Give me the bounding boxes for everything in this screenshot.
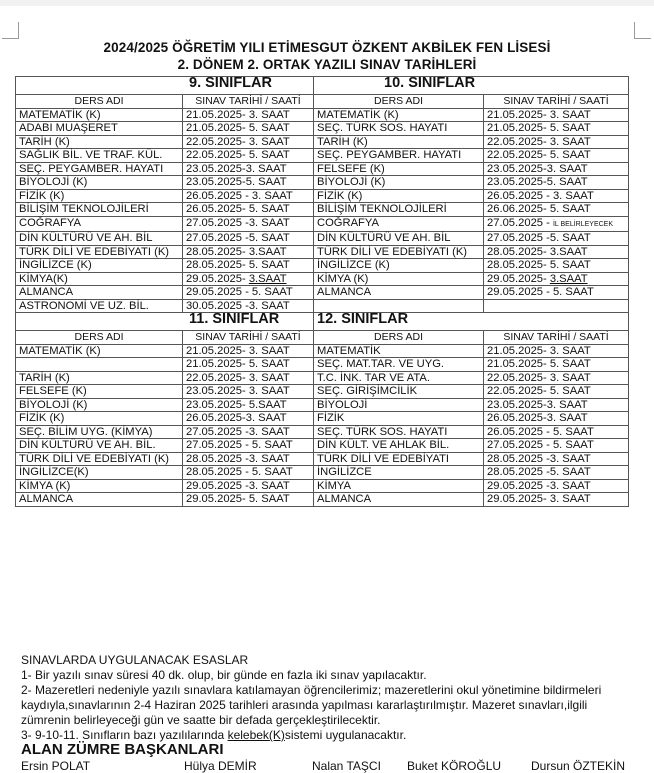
course-cell: TARİH (K) [16,135,183,149]
date-cell: 30.05.2025 -3. SAAT [183,299,314,313]
table-row [16,162,629,176]
table-row [16,439,629,453]
table-row [16,203,629,217]
course-cell: FİZİK (K) [16,412,183,426]
date-cell: 26.06.2025- 5. SAAT [484,203,629,217]
course-cell [16,358,183,372]
course-cell: SEÇ. GİRİŞİMCİLİK [314,385,484,399]
department-head-name: Ersin POLAT [21,759,91,773]
page-corner-mark-right [634,22,651,39]
section-header-row [16,313,629,331]
date-cell: 26.05.2025- 5. SAAT [183,203,314,217]
table-row [16,108,629,122]
date-cell: 23.05.2025- 3. SAAT [183,385,314,399]
underlined-time: 3.SAAT [248,272,287,285]
underlined-time: 3.SAAT [549,272,588,285]
table-row [16,344,629,358]
course-cell: MATEMATİK (K) [16,108,183,122]
table-row [16,135,629,149]
date-cell: 29.05.2025- 3. SAAT [484,493,629,507]
course-cell: FELSEFE (K) [314,162,484,176]
date-column-header: SINAV TARİHİ / SAATİ [183,95,314,109]
table-row [16,385,629,399]
table-row [16,425,629,439]
course-column-header: DERS ADI [314,331,484,345]
date-cell: 27.05.2025 -5. SAAT [484,232,629,246]
top-band [0,0,654,6]
table-row [16,176,629,190]
date-cell: 22.05.2025- 3. SAAT [484,371,629,385]
date-cell: 28.05.2025 - 5. SAAT [183,466,314,480]
date-cell: 26.05.2025 - 3. SAAT [183,189,314,203]
table-row [16,412,629,426]
course-cell: TÜRK DİLİ VE EDEBİYATI (K) [314,245,484,259]
rule-3-suffix: sistemi uygulanacaktır. [284,728,407,742]
date-cell: 28.05.2025 -5. SAAT [484,466,629,480]
page-corner-mark-left [2,22,19,39]
course-cell: TARİH (K) [16,371,183,385]
department-head-name: Nalan TAŞCI [312,759,381,773]
column-header-row [16,331,629,345]
date-cell [484,299,629,313]
date-cell: 29.05.2025 -3. SAAT [183,479,314,493]
course-cell: BİLİŞİM TEKNOLOJİLERİ [16,203,183,217]
date-cell: 23.05.2025-3. SAAT [183,162,314,176]
course-cell: FİZİK (K) [16,189,183,203]
course-cell: ASTRONOMİ VE UZ. BİL. [16,299,183,313]
course-cell: DİN KÜLT. VE AHLAK BİL. [314,439,484,453]
course-cell: KİMYA [314,479,484,493]
course-cell: SEÇ. PEYGAMBER. HAYATI [314,149,484,163]
date-cell: 22.05.2025- 5. SAAT [484,385,629,399]
date-cell: 27.05.2025 -5. SAAT [183,232,314,246]
date-cell: 29.05.2025- 3.SAAT [484,272,629,286]
course-cell: DİN KÜLTÜRÜ VE AH. BİL [314,232,484,246]
date-cell: 21.05.2025- 3. SAAT [183,108,314,122]
course-cell: BİYOLOJİ [314,398,484,412]
course-cell: BİYOLOJİ (K) [16,398,183,412]
date-cell: 22.05.2025- 3. SAAT [183,371,314,385]
course-cell: FİZİK (K) [314,189,484,203]
course-cell: İNGİLİZCE (K) [314,259,484,273]
table-row [16,493,629,507]
exam-schedule-table [15,76,629,507]
table-row [16,189,629,203]
course-cell: İNGİLİZCE(K) [16,466,183,480]
table-row [16,466,629,480]
department-heads-title: ALAN ZÜMRE BAŞKANLARI [21,741,224,758]
date-cell [484,216,629,232]
date-cell: 21.05.2025- 5. SAAT [484,122,629,136]
course-cell: KİMYA (K) [16,479,183,493]
course-cell: TARİH (K) [314,135,484,149]
date-cell: 23.05.2025- 5.SAAT [183,398,314,412]
date-cell: 26.05.2025-3. SAAT [484,412,629,426]
section-title-left: 9. SINIFLAR [16,77,314,95]
table-row [16,358,629,372]
document-title: 2024/2025 ÖĞRETİM YILI ETİMESGUT ÖZKENT AKBİLEK FEN LİSESİ [103,40,551,55]
date-cell: 28.05.2025 -3. SAAT [183,452,314,466]
course-cell: ALMANCA [16,493,183,507]
course-cell: ALMANCA [314,286,484,300]
date-cell: 27.05.2025 - 5. SAAT [484,439,629,453]
date-text: 27.05.2025 - [487,216,550,229]
province-note: İL BELİRLEYECEK [552,220,613,228]
date-cell: 27.05.2025 -3. SAAT [183,216,314,232]
course-cell: TÜRK DİLİ VE EDEBİYATI (K) [16,245,183,259]
date-cell: 21.05.2025- 3. SAAT [484,108,629,122]
date-cell: 21.05.2025- 5. SAAT [484,358,629,372]
section-title-left: 11. SINIFLAR [16,313,314,331]
course-cell: KİMYA(K) [16,272,183,286]
date-cell: 22.05.2025- 5. SAAT [183,149,314,163]
course-cell: BİYOLOJİ (K) [16,176,183,190]
date-cell: 29.05.2025- 3.SAAT [183,272,314,286]
date-cell: 22.05.2025- 3. SAAT [183,135,314,149]
course-cell: MATEMATİK [314,344,484,358]
table-row [16,272,629,286]
course-cell: SEÇ. MAT.TAR. VE UYG. [314,358,484,372]
date-column-header: SINAV TARİHİ / SAATİ [183,331,314,345]
course-cell: BİYOLOJİ (K) [314,176,484,190]
date-cell: 28.05.2025- 5. SAAT [484,259,629,273]
section-header-row [16,77,629,95]
date-cell: 26.05.2025 - 3. SAAT [484,189,629,203]
date-cell: 22.05.2025- 5. SAAT [484,149,629,163]
rule-1: 1- Bir yazılı sınav süresi 40 dk. olup, bir günde en fazla iki sınav yapılacaktır. [21,668,427,682]
date-cell: 26.05.2025 - 5. SAAT [484,425,629,439]
date-cell: 28.05.2025- 3.SAAT [183,245,314,259]
department-head-name: Dursun ÖZTEKİN [531,759,626,773]
course-cell: MATEMATİK (K) [314,108,484,122]
date-cell: 27.05.2025 -3. SAAT [183,425,314,439]
date-cell: 23.05.2025-5. SAAT [183,176,314,190]
course-column-header: DERS ADI [314,95,484,109]
date-cell: 29.05.2025- 5. SAAT [183,493,314,507]
course-cell: FİZİK [314,412,484,426]
date-cell: 21.05.2025- 3. SAAT [484,344,629,358]
rules-title: SINAVLARDA UYGULANACAK ESASLAR [21,653,249,667]
course-cell: FELSEFE (K) [16,385,183,399]
table-row [16,286,629,300]
date-cell: 22.05.2025- 3. SAAT [484,135,629,149]
course-cell: COĞRAFYA [16,216,183,232]
date-cell: 23.05.2025-5. SAAT [484,176,629,190]
date-cell: 29.05.2025 - 5. SAAT [484,286,629,300]
course-cell: DİN KÜLTÜRÜ VE AH. BİL. [16,439,183,453]
course-cell: SEÇ. TÜRK SOS. HAYATI [314,425,484,439]
document-subtitle: 2. DÖNEM 2. ORTAK YAZILI SINAV TARİHLERİ [177,57,477,72]
table-row [16,479,629,493]
date-cell: 26.05.2025-3. SAAT [183,412,314,426]
column-header-row [16,95,629,109]
section-title-right: 10. SINIFLAR [314,77,629,95]
course-cell: COĞRAFYA [314,216,484,232]
course-cell: KİMYA (K) [314,272,484,286]
course-cell: BİLİŞİM TEKNOLOJİLERİ [314,203,484,217]
date-column-header: SINAV TARİHİ / SAATİ [484,331,629,345]
table-row [16,452,629,466]
date-cell: 23.05.2025-3. SAAT [484,162,629,176]
date-cell: 28.05.2025 -3. SAAT [484,452,629,466]
date-column-header: SINAV TARİHİ / SAATİ [484,95,629,109]
course-cell: SEÇ. PEYGAMBER. HAYATI [16,162,183,176]
course-cell: SAĞLIK BİL. VE TRAF. KÜL. [16,149,183,163]
course-cell: TÜRK DİLİ VE EDEBİYATI [314,452,484,466]
course-cell: İNGİLİZCE (K) [16,259,183,273]
department-head-name: Buket KÖROĞLU [407,759,502,773]
table-row [16,232,629,246]
course-cell: ALMANCA [16,286,183,300]
table-row [16,259,629,273]
rule-3-prefix: 3- 9-10-11. Sınıfların bazı yazılılarında [21,728,228,742]
date-cell: 27.05.2025 - 5. SAAT [183,439,314,453]
course-column-header: DERS ADI [16,95,183,109]
course-column-header: DERS ADI [16,331,183,345]
rule-2: 2- Mazeretleri nedeniyle yazılı sınavlara katılamayan öğrencilerimiz; mazeretlerini okul yönetimine bildirmeleri kaydıyla,sınavlarının 2-4 Haziran 2025 tarihleri arasında yapılması kararlaştırılmıştır. Mazeret sınavları,ilgili zümrenin belirleyeceği gün ve saatte bir defada gerçekleştirilecektir. [21,683,602,727]
table-row [16,371,629,385]
course-cell: TÜRK DİLİ VE EDEBİYATI (K) [16,452,183,466]
course-cell: MATEMATİK (K) [16,344,183,358]
department-head-name: Hülya DEMİR [184,759,257,773]
exam-rules [21,653,636,743]
date-cell: 21.05.2025- 5. SAAT [183,358,314,372]
course-cell: T.C. İNK. TAR VE ATA. [314,371,484,385]
course-cell: SEÇ. TÜRK SOS. HAYATI [314,122,484,136]
date-cell: 28.05.2025- 5. SAAT [183,259,314,273]
course-cell: ADABI MUAŞERET [16,122,183,136]
section-title-right: 12. SINIFLAR [314,313,629,331]
table-row [16,149,629,163]
date-cell: 21.05.2025- 5. SAAT [183,122,314,136]
date-cell: 29.05.2025 -3. SAAT [484,479,629,493]
date-cell: 28.05.2025- 3.SAAT [484,245,629,259]
date-cell: 29.05.2025 - 5. SAAT [183,286,314,300]
course-cell: DİN KÜLTÜRÜ VE AH. BİL [16,232,183,246]
date-cell: 21.05.2025- 3. SAAT [183,344,314,358]
course-cell: ALMANCA [314,493,484,507]
table-row [16,216,629,232]
course-cell: İNGİLİZCE [314,466,484,480]
table-row [16,398,629,412]
table-row [16,122,629,136]
course-cell: SEÇ. BİLİM UYG. (KİMYA) [16,425,183,439]
rule-3-link: kelebek(K) [227,728,285,742]
date-cell: 23.05.2025-3. SAAT [484,398,629,412]
table-row [16,245,629,259]
